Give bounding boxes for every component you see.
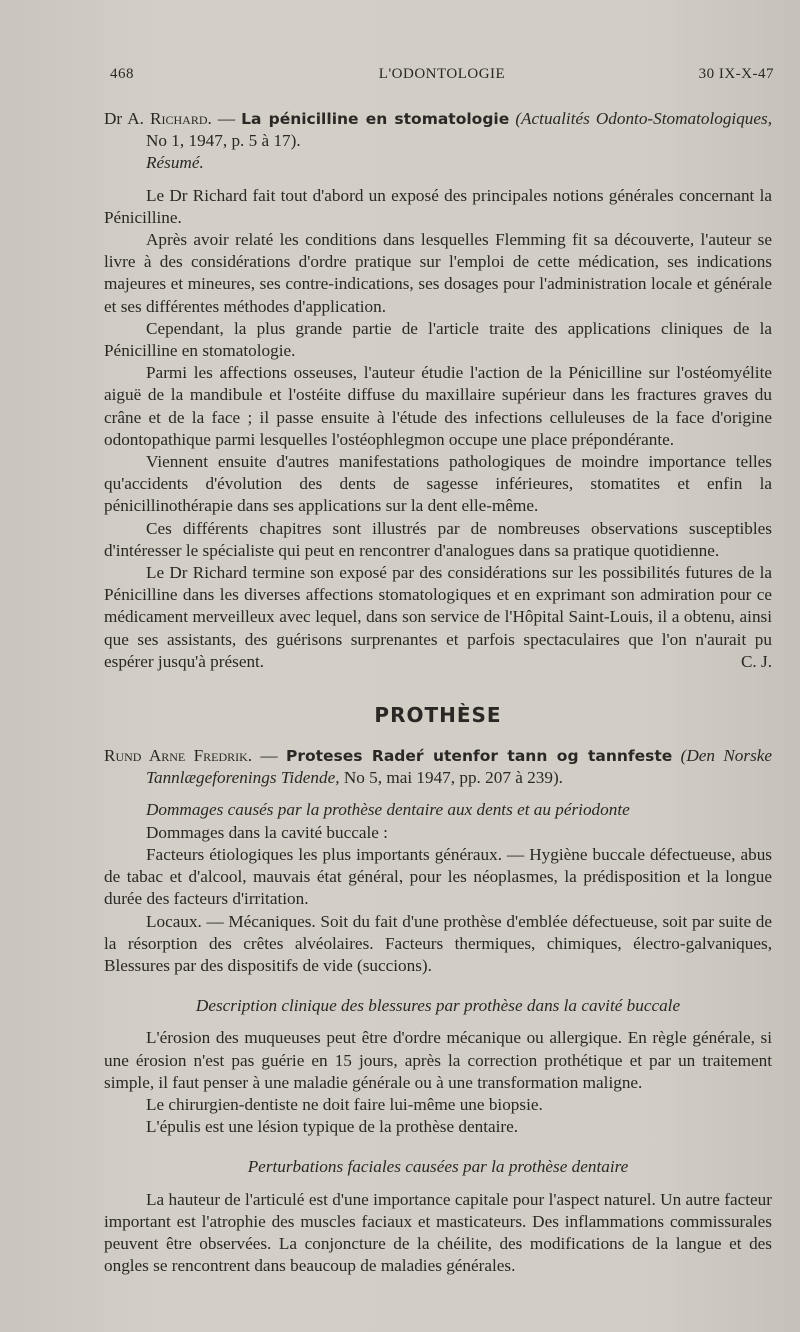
section-title: PROTHÈSE [374, 703, 502, 728]
article1-paragraph: Après avoir relaté les conditions dans lesquelles Flemming fit sa découverte, l'auteur se livre à des considérations d'ordre pratique sur l'emploi de cette médication, ses indications majeures et mineures, ses contre-indications, ses dosages pour l'administration locale et générale et ses différentes méthodes d'application. [104, 230, 772, 316]
article1-paragraph: Viennent ensuite d'autres manifestations pathologiques de moindre importance telles qu'accidents d'évolution des dents de sagesse inférieures, stomatites et enfin la pénicillinothérapie dans ses applications sur la dent elle-même. [104, 452, 772, 516]
article2-paragraph: La hauteur de l'articulé est d'une importance capitale pour l'aspect naturel. Un autre facteur important est l'atrophie des muscles faciaux et masticateurs. Des inflammations commissurales peuvent être observées. La conjoncture de la chéilite, des modifications de la langue et des ongles se rencontrent dans beaucoup de maladies générales. [104, 1189, 772, 1276]
article1-paragraph-last [104, 562, 772, 673]
article1-paragraph: Parmi les affections osseuses, l'auteur étudie l'action de la Pénicilline sur l'ostéomyélite aiguë de la mandibule et l'ostéite diffuse du maxillaire supérieur dans les fractures graves du crâne et de la face ; il passe ensuite à l'étude des infections celluleuses de la face d'origine odontopathique parmi lesquelles l'ostéophlegmon occupe une place prépondérante. [104, 363, 772, 449]
running-header [110, 66, 774, 86]
article2-paragraph: Facteurs étiologiques les plus importants généraux. — Hygiène buccale défectueuse, abus de tabac et d'alcool, mauvais état général, pour les néoplasmes, la prédisposition et la longue durée des facteurs d'irritation. [104, 844, 772, 909]
article2-author: Rund Arne Fredrik. [104, 746, 253, 766]
article1-author: Richard. [150, 109, 212, 128]
subheading-description: Description clinique des blessures par prothèse dans la cavité buccale [195, 996, 681, 1016]
article2-paragraph: Locaux. — Mécaniques. Soit du fait d'une prothèse d'emblée défectueuse, soit par suite de la résorption des crêtes alvéolaires. Facteurs thermiques, chimiques, électro-galvaniques, Blessures par des dispositifs de vide (succions). [104, 911, 772, 975]
article2-citation-rest: No 5, mai 1947, pp. 207 à 239). [339, 768, 563, 788]
article1-author-prefix: Dr A. [104, 109, 151, 128]
article2-reference [104, 745, 772, 789]
article1-paragraph: Cependant, la plus grande partie de l'article traite des applications cliniques de la Pénicilline en stomatologie. [104, 318, 772, 361]
article1-citation-rest: No 1, 1947, p. 5 à 17). [146, 131, 301, 151]
article1-reference [104, 108, 772, 152]
issue-date: 30 IX-X-47 [698, 66, 774, 82]
journal-title: L'ODONTOLOGIE [378, 66, 506, 82]
article2-citation-journal: (Den Norske Tannlægeforenings Tidende, [146, 746, 773, 788]
article1-dash: — [211, 109, 242, 128]
article2-title: Proteses Radeŕ utenfor tann og tannfeste [285, 747, 673, 766]
subheading-perturbations: Perturbations faciales causées par la prothèse dentaire [247, 1157, 629, 1177]
article1-signature: C. J. [740, 651, 772, 671]
article1-citation-journal: (Actualités Odonto-Stomatologiques, [515, 109, 773, 128]
article1-paragraph: Le Dr Richard fait tout d'abord un exposé des principales notions générales concernant la Pénicilline. [104, 185, 772, 227]
article2-paragraph: L'érosion des muqueuses peut être d'ordre mécanique ou allergique. En règle générale, si une érosion n'est pas guérie en 15 jours, après la correction prothétique et par un traitement simple, il faut penser à une maladie générale ou à une transformation maligne. [104, 1028, 772, 1092]
article1-paragraph: Ces différents chapitres sont illustrés par de nombreuses observations susceptibles d'intéresser le spécialiste qui peut en rencontrer d'analogues dans sa pratique quotidienne. [104, 518, 772, 560]
article1-title: La pénicilline en stomatologie [241, 110, 510, 128]
subheading-dommages: Dommages causés par la prothèse dentaire aux dents et au périodonte [146, 800, 630, 820]
page-number: 468 [110, 66, 134, 82]
article1-paragraph-text: Le Dr Richard termine son exposé par des considérations sur les possibilités futures de la Pénicilline dans les diverses affections stomatologiques et en exprimant son admiration pour ce médicament merveilleux avec lequel, dans son service de l'Hôpital Saint-Louis, il a obtenu, ainsi que ses assistants, des guérisons surprenantes et parfois spectaculaires que l'on n'aurait pu espérer jusqu'à présent. [104, 563, 772, 671]
resume-label: Résumé. [146, 153, 204, 173]
article2-dash: — [252, 746, 286, 766]
article2-paragraph: Dommages dans la cavité buccale : [146, 822, 388, 842]
article2-paragraph: L'épulis est une lésion typique de la prothèse dentaire. [146, 1117, 519, 1137]
article2-paragraph: Le chirurgien-dentiste ne doit faire lui-même une biopsie. [146, 1094, 543, 1114]
page-content [104, 108, 772, 1277]
